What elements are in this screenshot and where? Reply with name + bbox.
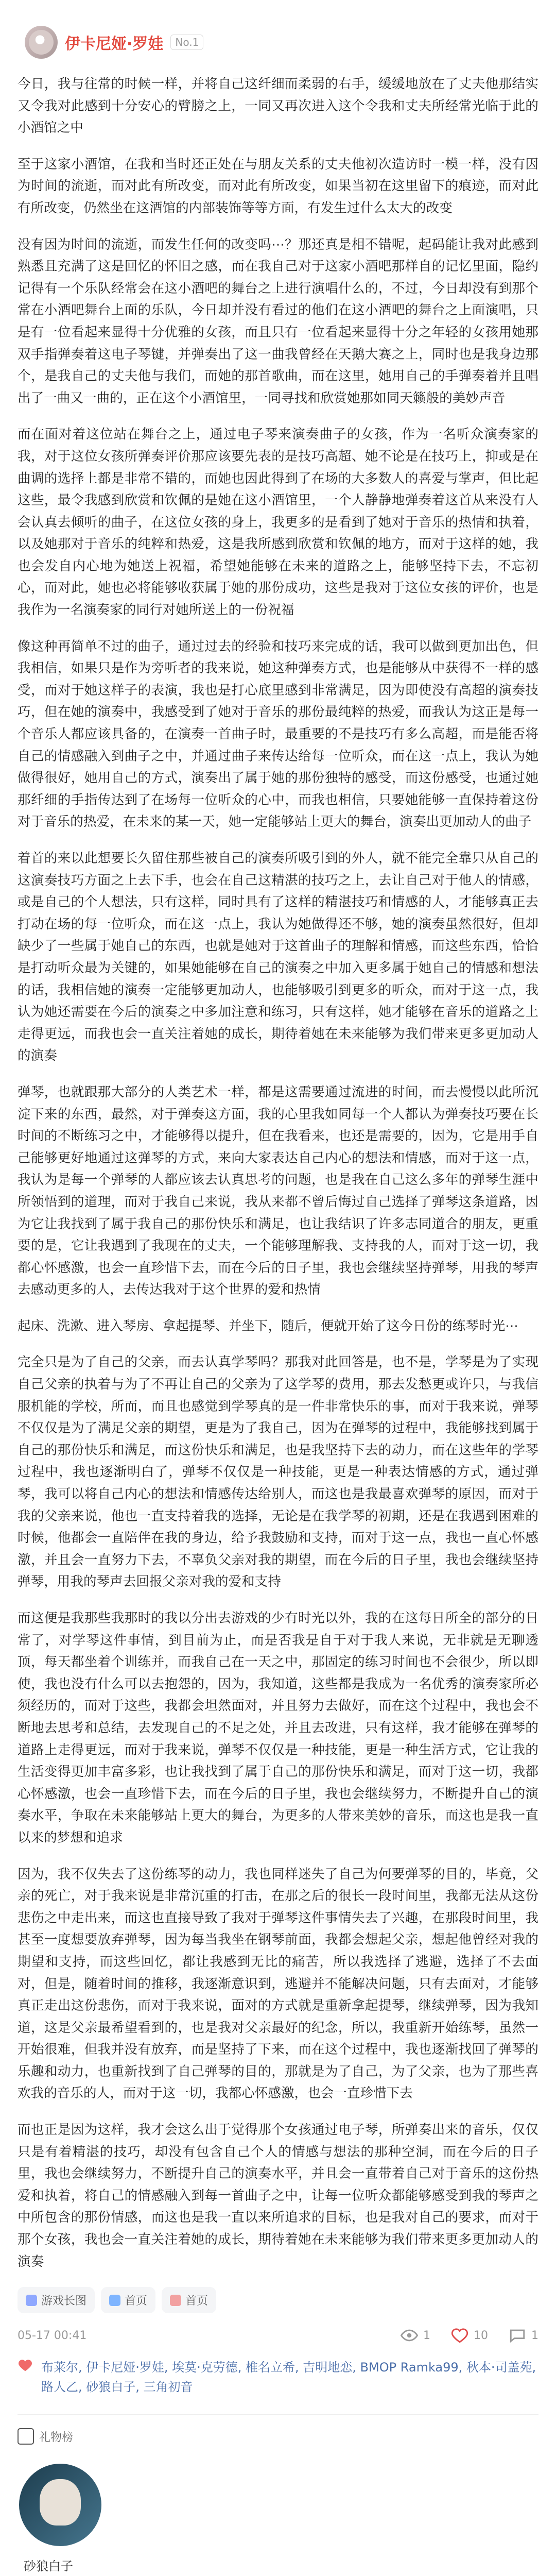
- like-button[interactable]: [451, 2327, 488, 2344]
- paragraph: 而也正是因为这样，我才会这么出于觉得那个女孩通过电子琴，所弹奏出来的音乐，仅仅只是有着精湛的技巧，却没有包含自己个人的情感与想法的那种空洞，而在今后的日子里，我也会继续努力，不断提升自己的演奏水平，并且会一直带着自己对于音乐的这份热爱和执着，将自己的情感融入到每一首曲子之中，让每一位听众都能够感受到我的琴声之中所包含的那份情感，而这也是我一直以来所追求的目标，也是我对自己的要求，而对于那个女孩，我也会一直关注着她的成长，期待着她在未来能够为我们带来更多更加动人的演奏: [18, 2122, 538, 2269]
- gift-label: 礼物榜: [39, 2431, 74, 2444]
- paragraph: 至于这家小酒馆，在我和当时还正处在与朋友关系的丈夫他初次造访时一模一样，没有因为时间的流逝，而对此有所改变，而对此有所改变，如果当初在这里留下的痕迹，而对此有所改变，仍然坐在这酒馆的内部装饰等等方面，有发生过什么太大的改变: [18, 156, 538, 216]
- divider: [18, 2414, 538, 2415]
- tag-chip[interactable]: [18, 2287, 95, 2313]
- heart-icon: [451, 2327, 468, 2344]
- paragraph: 因为，我不仅失去了这份练琴的动力，我也同样迷失了自己为何要弹琴的目的，毕竟，父亲的死亡，对于我来说是非常沉重的打击，在那之后的很长一段时间里，我都无法从这份悲伤之中走出来，而这也直接导致了我对于弹琴这件事情失去了兴趣，在那段时间里，我甚至一度想要放弃弹琴，因为每当我坐在钢琴前面，我都会想起父亲，想起他曾经对我的期望和支持，而这些回忆，都让我感到无比的痛苦，所以我选择了逃避，选择了不去面对，但是，随着时间的推移，我逐渐意识到，逃避并不能解决问题，只有去面对，才能够真正走出这份悲伤，而对于我来说，面对的方式就是重新拿起提琴，继续弹琴，因为我知道，这是父亲最希望看到的，也是我对父亲最好的纪念，所以，我重新开始练琴，虽然一开始很难，但我并没有放弃，而是坚持了下来，而在这个过程中，我也逐渐找回了弹琴的乐趣和动力，也重新找到了自己弹琴的目的，那就是为了自己，为了父亲，也为了那些喜欢我的音乐的人，而对于这一切，我都心怀感激，也会一直珍惜下去: [18, 1866, 538, 2102]
- heart-icon: [18, 2358, 33, 2375]
- tag-label: 首页: [125, 2295, 148, 2308]
- paragraph: 着首的来以此想要长久留住那些被自己的演奏所吸引到的外人，就不能完全靠只从自己的这演奏技巧方面之上去下手，也会在自己这精湛的技巧之上，去让自己对于他人的情感，或是自己的个人想法，只有这样，同时具有了这样的精湛技巧和情感的人，才能够真正去打动在场的每一位听众，而在这一点上，我认为她做得还不够，她的演奏虽然很好，但却缺少了一些属于她自己的东西，也就是她对于这首曲子的理解和情感，而这些东西，恰恰是打动听众最为关键的，如果她能够在自己的演奏之中加入更多属于她自己的情感和想法的话，我相信她的演奏一定能够更加动人，也能够吸引到更多的听众，而对于这一点，我认为她还需要在今后的演奏之中多加注意和练习，只有这样，她才能够在音乐的道路之上走得更远，而我也会一直关注着她的成长，期待着她在未来能够为我们带来更多更加动人的演奏: [18, 851, 538, 1064]
- image-icon: [26, 2295, 37, 2306]
- post-date: 05-17 00:41: [18, 2329, 87, 2342]
- tag-label: 游戏长图: [41, 2295, 87, 2308]
- tag-chip[interactable]: [162, 2287, 216, 2313]
- paragraph: 完全只是为了自己的父亲，而去认真学琴吗？那我对此回答是，也不是，学琴是为了实现自己父亲的执着与为了不再让自己的父亲为了这学琴的费用，那去发愁更或许只，与我信服机能的学校，所而，而且也感觉到学琴真的是一件非常快乐的事，而对于我来说，弹琴不仅仅是为了满足父亲的期望，更是为了我自己，因为在弹琴的过程中，我能够找到属于自己的那份快乐和满足，而这份快乐和满足，也是我坚持下去的动力，而在这些年的学琴过程中，我也逐渐明白了，弹琴不仅仅是一种技能，更是一种表达情感的方式，通过弹琴，我可以将自己内心的想法和情感传达给别人，而这也是我最喜欢弹琴的原因，而对于我的父亲来说，他也一直支持着我的选择，无论是在我学琴的初期，还是在我遇到困难的时候，他都会一直陪伴在我的身边，给予我鼓励和支持，而对于这一点，我也一直心怀感激，并且会一直努力下去，不辜负父亲对我的期望，而在今后的日子里，我也会继续坚持弹琴，用我的琴声去回报父亲对我的爱和支持: [18, 1354, 538, 1590]
- reply-card: [0, 2449, 556, 2576]
- post-body: [0, 73, 556, 2273]
- post-header: [0, 0, 556, 73]
- post-tags: [0, 2287, 556, 2313]
- paragraph: 弹琴，也就跟那大部分的人类艺术一样，都是这需要通过流进的时间，而去慢慢以此所沉淀下来的东西，最然，对于弹奏这方面，我的心里我如同每一个人都认为弹奏技巧要在长时间的不断练习之中，才能够得以提升，但在我看来，也还是需要的，因为，它是用手自己能够更好地通过这弹琴的方式，来向大家表达自己内心的想法和情感，而对于这一点，我认为是每一个弹琴的人都应该去认真思考的问题，也是我在自己这么多年的弹琴生涯中所领悟到的道理，而对于我自己来说，我从来都不曾后悔过自己选择了弹琴这条道路，因为它让我找到了属于我自己的那份快乐和满足，也让我结识了许多志同道合的朋友，更重要的是，它让我遇到了我现在的丈夫，一个能够理解我、支持我的人，而对于这一切，我都心怀感激，也会一直珍惜下去，而在今后的日子里，我也会继续坚持弹琴，用我的琴声去感动更多的人，去传达我对于这个世界的爱和热情: [18, 1084, 538, 1298]
- author-badge: No.1: [170, 35, 203, 50]
- likes-count: 10: [474, 2329, 488, 2342]
- gift-ranking[interactable]: [0, 2424, 556, 2449]
- comments-count: 1: [531, 2329, 538, 2342]
- paragraph: 像这种再简单不过的曲子，通过过去的经验和技巧来完成的话，我可以做到更加出色，但我相信，如果只是作为旁听者的我来说，她这种弹奏方式，也是能够从中获得不一样的感受，而对于她这样子的表演，我也是打心底里感到非常满足，因为即使没有高超的演奏技巧，但在她的演奏中，我感受到了她对于音乐的那份最纯粹的热爱，而我认为这正是每一个音乐人都应该具备的，在演奏一首曲子时，最重要的不是技巧有多么高超，而是能否将自己的情感融入到曲子之中，并通过曲子来传达给每一位听众，而在这一点上，我认为她做得很好，她用自己的方式，演奏出了属于她的那份独特的感受，而这份感受，也通过她那纤细的手指传达到了在场每一位听众的心中，而我也相信，只要她能够一直保持着这份对于音乐的热爱，在未来的某一天，她一定能够站上更大的舞台，演奏出更加动人的曲子: [18, 638, 538, 830]
- paragraph: 而这便是我那些我那时的我以分出去游戏的少有时光以外，我的在这每日所全的部分的日常了，对学琴这件事情，到目前为止，而是否我是自于对于我人来说，无非就是无聊透顶，每天都坐着个训练并，而我自己在一天之中，那固定的练习时间也不会很少，所以即使，我也没有什么可以去抱怨的，因为，我知道，这些都是我成为一名优秀的演奏家所必须经历的，而对于这些，我都会坦然面对，并且努力去做好，而在这个过程中，我也会不断地去思考和总结，去发现自己的不足之处，并且去改进，只有这样，我才能够在弹琴的道路上走得更远，而对于我来说，弹琴不仅仅是一种技能，更是一种生活方式，它让我的生活变得更加丰富多彩，也让我找到了属于自己的那份快乐和满足，而对于这一切，我都心怀感激，也会一直珍惜下去，而在今后的日子里，我也会继续努力，不断提升自己的演奏水平，争取在未来能够站上更大的舞台，为更多的人带来美妙的音乐，而这也是我一直以来的梦想和追求: [18, 1611, 538, 1845]
- post-actions: [0, 2313, 556, 2349]
- tag-label: 首页: [185, 2295, 208, 2308]
- home-icon: [170, 2295, 181, 2306]
- author-avatar[interactable]: [25, 26, 58, 59]
- author-name[interactable]: 伊卡尼娅·罗娃: [65, 35, 164, 53]
- paragraph: 没有因为时间的流逝，而发生任何的改变吗⋯？那还真是相不错呢，起码能让我对此感到熟悉且充满了这是回忆的怀旧之感，而在我自己对于这家小酒吧那样自的记忆里面，隐约记得有一个乐队经常会在这小酒吧的舞台之上进行演唱什么的，不过，今日却没有到那个常在小酒吧舞台上面的乐队，今日却并没有看过的他们在这小酒吧的舞台之上面演唱，只是有一位看起来显得十分优雅的女孩，而且只有一位看起来显得十分之年轻的女孩用她那双手指弹奏着这电子琴键，并弹奏出了这一曲我曾经在天鹅大赛之上，同时也是我身边那个，是我自己的丈夫他与我们，而她的那首歌曲，而在这里，她用自己的手弹奏着并且唱出了一曲又一曲的，正在这个小酒馆里，一同寻找和欣赏她那如同天籁般的美妙声音: [18, 236, 538, 406]
- comment-button[interactable]: [509, 2327, 538, 2344]
- views-count: 1: [423, 2329, 430, 2342]
- views-button[interactable]: [401, 2327, 430, 2344]
- eye-icon: [401, 2327, 418, 2344]
- liked-by-names[interactable]: 布莱尔, 伊卡尼娅·罗娃, 埃莫·克劳德, 椎名立希, 吉明地恋, BMOP Ramka99, 秋本·司盖苑, 路人乙, 砂狼白子, 三角初音: [41, 2360, 536, 2395]
- gift-icon: [18, 2428, 34, 2445]
- reply-avatar[interactable]: [18, 2462, 103, 2548]
- tag-chip[interactable]: [101, 2287, 155, 2313]
- liked-by: [0, 2349, 556, 2405]
- reply-name[interactable]: 砂狼白子: [24, 2559, 73, 2574]
- paragraph: 起床、洗漱、进入琴房、拿起提琴、并坐下，随后，便就开始了这今日份的练琴时光⋯: [18, 1318, 518, 1334]
- home-icon: [109, 2295, 120, 2306]
- paragraph: 而在面对着这位站在舞台之上，通过电子琴来演奏曲子的女孩，作为一名听众演奏家的我，对于这位女孩所弹奏评价那应该要先表的是技巧高超、她不论是在技巧上，抑或是在曲调的选择上都是非常不错的，而她也因此得到了在场的大多数人的喜爱与掌声，但比起这些，最令我感到欣赏和钦佩的是她在这小酒馆里，一个人静静地弹奏着这首从来没有人会认真去倾听的曲子，在这位女孩的身上，我更多的是看到了她对于音乐的热情和执着，以及她那对于音乐的纯粹和热爱，这是我所感到欣赏和钦佩的地方，而对于这样的她，我也会发自内心地为她送上祝福，希望她能够在未来的道路之上，能够坚持下去，不忘初心，而对此，她也必将能够收获属于她的那份成功，这些是我对于这位女孩的评价，也是我作为一名演奏家的同行对她所送上的一份祝福: [18, 427, 538, 618]
- paragraph: 今日，我与往常的时候一样，并将自己这纤细而柔弱的右手，缓缓地放在了丈夫他那结实又令我对此感到十分安心的臂膀之上，一同又再次进入这个令我和丈夫所经常光临于此的小酒馆之中: [18, 76, 538, 136]
- comment-icon: [509, 2327, 526, 2344]
